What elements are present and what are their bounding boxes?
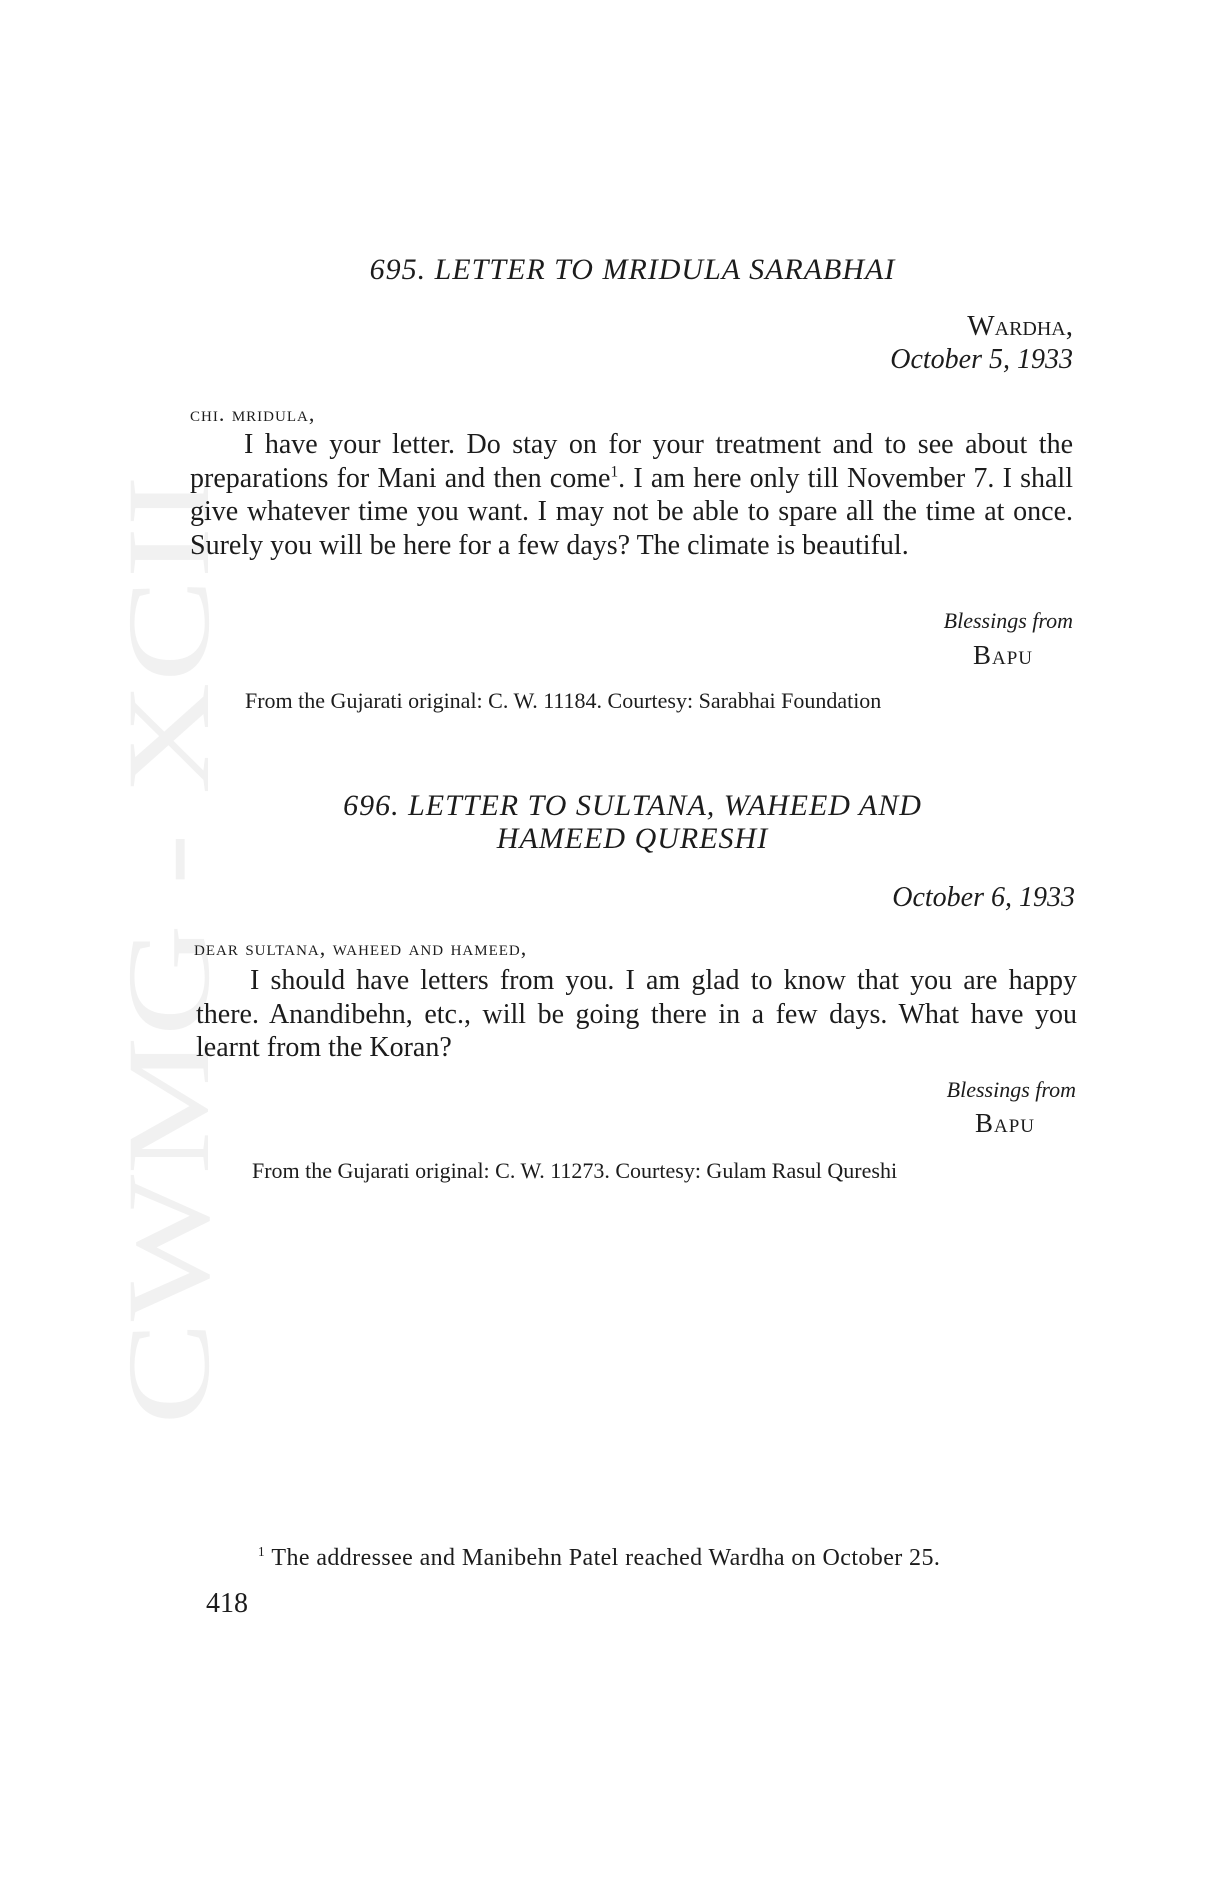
letter-696-heading-line1: 696. LETTER TO SULTANA, WAHEED AND <box>343 789 922 822</box>
letter-696-signature: Bapu <box>974 1108 1035 1138</box>
letter-695-salutation: chi. mridula, <box>190 401 316 426</box>
letter-696-date: October 6, 1933 <box>892 882 1075 913</box>
letter-695-signature: Bapu <box>972 640 1033 670</box>
letter-695-body-part2: . I am here only till November 7. I shall give whatever time you want. I may not be able to spare all the time at once. Surely you will be here for a few days? The climate is beautiful. <box>190 462 1073 561</box>
letter-695-source: From the Gujarati original: C. W. 11184. Courtesy: Sarabhai Foundation <box>245 688 882 713</box>
letter-695-place: Wardha, <box>967 310 1073 342</box>
letter-696-body: I should have letters from you. I am glad to know that you are happy there. Anandibehn, etc., will be going there in a few days. What have you learnt from the Koran? <box>196 965 1077 1064</box>
watermark-text: CWMG - XCII <box>103 703 234 1425</box>
letter-695-blessings: Blessings from <box>943 608 1073 633</box>
letter-695-date: October 5, 1933 <box>890 344 1073 375</box>
letter-696-source: From the Gujarati original: C. W. 11273. Courtesy: Gulam Rasul Qureshi <box>252 1158 898 1183</box>
footnote-ref: 1 <box>610 463 619 481</box>
page-number: 418 <box>206 1588 248 1619</box>
footnote-marker: 1 <box>258 1544 265 1559</box>
letter-696-heading-line2: HAMEED QURESHI <box>496 822 769 855</box>
letter-695-body <box>190 428 1073 562</box>
letter-695-heading: 695. LETTER TO MRIDULA SARABHAI <box>369 253 896 286</box>
letter-695-body-part1: I have your letter. Do stay on for your treatment and to see about the preparations for Mani and then come <box>190 429 1073 494</box>
letter-696-blessings: Blessings from <box>946 1077 1076 1102</box>
footnote <box>258 1545 1088 1572</box>
letter-696-salutation: dear sultana, waheed and hameed, <box>194 935 528 960</box>
footnote-text: The addressee and Manibehn Patel reached Wardha on October 25. <box>271 1545 941 1571</box>
